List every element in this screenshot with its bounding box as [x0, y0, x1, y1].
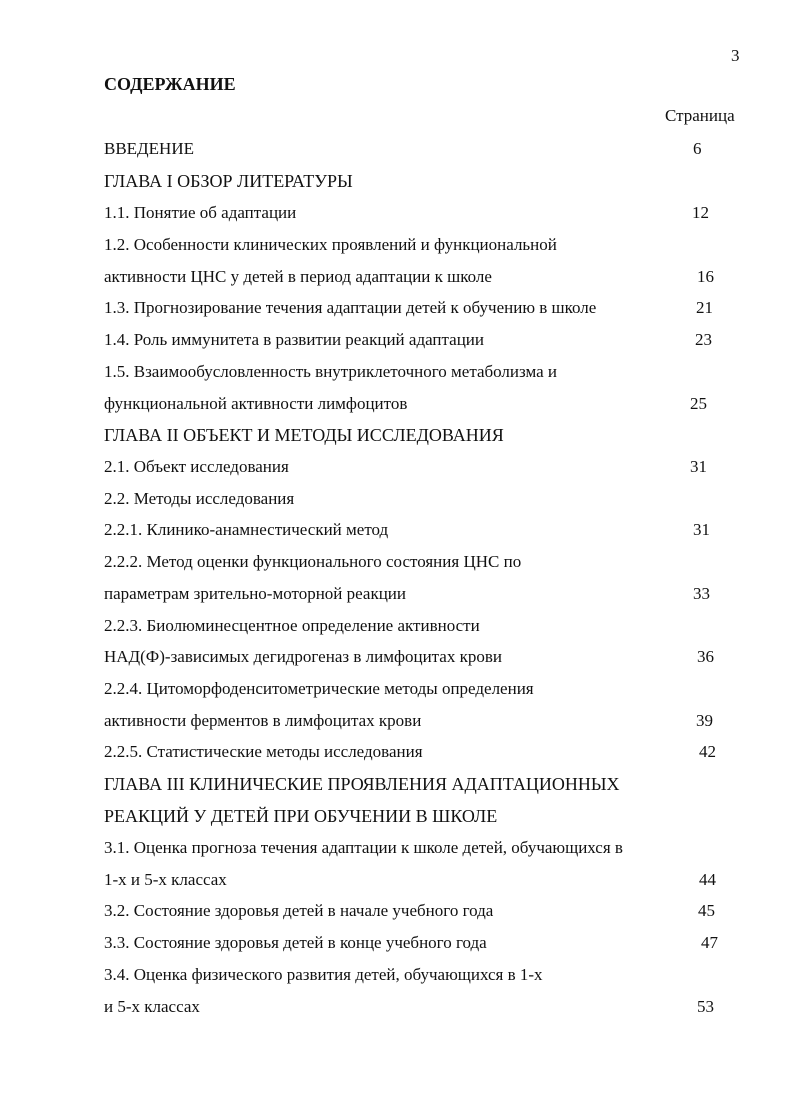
toc-page-number: 36 [697, 647, 714, 666]
toc-line: параметрам зрительно-моторной реакции [104, 584, 406, 603]
toc-line: 1-х и 5-х классах [104, 870, 227, 889]
page-column-header: Страница [665, 106, 735, 125]
document-title: СОДЕРЖАНИЕ [104, 74, 236, 94]
toc-line: 3.1. Оценка прогноза течения адаптации к школе детей, обучающихся в [104, 838, 623, 857]
toc-line: активности ферментов в лимфоцитах крови [104, 711, 422, 730]
toc-line: 2.2.1. Клинико-анамнестический метод [104, 520, 389, 539]
toc-page-number: 6 [693, 139, 702, 158]
toc-chapter-heading: ГЛАВА III КЛИНИЧЕСКИЕ ПРОЯВЛЕНИЯ АДАПТАЦИОННЫХ [104, 774, 620, 794]
toc-line: ВВЕДЕНИЕ [104, 139, 194, 158]
toc-line: 1.1. Понятие об адаптации [104, 203, 297, 222]
toc-page-number: 53 [697, 997, 714, 1016]
toc-line: 2.2.4. Цитоморфоденситометрические методы определения [104, 679, 534, 698]
toc-page-number: 33 [693, 584, 710, 603]
toc-line: 3.2. Состояние здоровья детей в начале учебного года [104, 901, 494, 920]
toc-page-number: 31 [693, 520, 710, 539]
toc-line: 3.3. Состояние здоровья детей в конце учебного года [104, 933, 487, 952]
toc-page-number: 45 [698, 901, 715, 920]
toc-page-number: 39 [696, 711, 713, 730]
toc-page-number: 47 [701, 933, 718, 952]
toc-chapter-heading: РЕАКЦИЙ У ДЕТЕЙ ПРИ ОБУЧЕНИИ В ШКОЛЕ [104, 806, 498, 826]
page-number: 3 [731, 46, 740, 65]
toc-line: активности ЦНС у детей в период адаптации к школе [104, 267, 492, 286]
toc-line: 1.5. Взаимообусловленность внутриклеточного метаболизма и [104, 362, 558, 381]
toc-line: 2.2. Методы исследования [104, 489, 295, 508]
toc-line: 1.4. Роль иммунитета в развитии реакций адаптации [104, 330, 484, 349]
toc-page-number: 44 [699, 870, 716, 889]
toc-page-number: 21 [696, 298, 713, 317]
toc-line: и 5-х классах [104, 997, 200, 1016]
toc-line: 2.1. Объект исследования [104, 457, 289, 476]
toc-line: 2.2.3. Биолюминесцентное определение активности [104, 616, 480, 635]
toc-line: 1.3. Прогнозирование течения адаптации детей к обучению в школе [104, 298, 597, 317]
toc-line: 3.4. Оценка физического развития детей, обучающихся в 1-х [104, 965, 543, 984]
toc-chapter-heading: ГЛАВА I ОБЗОР ЛИТЕРАТУРЫ [104, 171, 353, 191]
toc-line: НАД(Ф)-зависимых дегидрогеназ в лимфоцитах крови [104, 647, 502, 666]
toc-page-number: 31 [690, 457, 707, 476]
toc-page-number: 42 [699, 742, 716, 761]
toc-page-number: 23 [695, 330, 712, 349]
toc-page-number: 25 [690, 394, 707, 413]
toc-line: 1.2. Особенности клинических проявлений и функциональной [104, 235, 557, 254]
toc-page-number: 12 [692, 203, 709, 222]
toc-line: функциональной активности лимфоцитов [104, 394, 408, 413]
toc-line: 2.2.5. Статистические методы исследования [104, 742, 423, 761]
toc-page-number: 16 [697, 267, 714, 286]
toc-line: 2.2.2. Метод оценки функционального состояния ЦНС по [104, 552, 522, 571]
toc-chapter-heading: ГЛАВА II ОБЪЕКТ И МЕТОДЫ ИССЛЕДОВАНИЯ [104, 425, 504, 445]
